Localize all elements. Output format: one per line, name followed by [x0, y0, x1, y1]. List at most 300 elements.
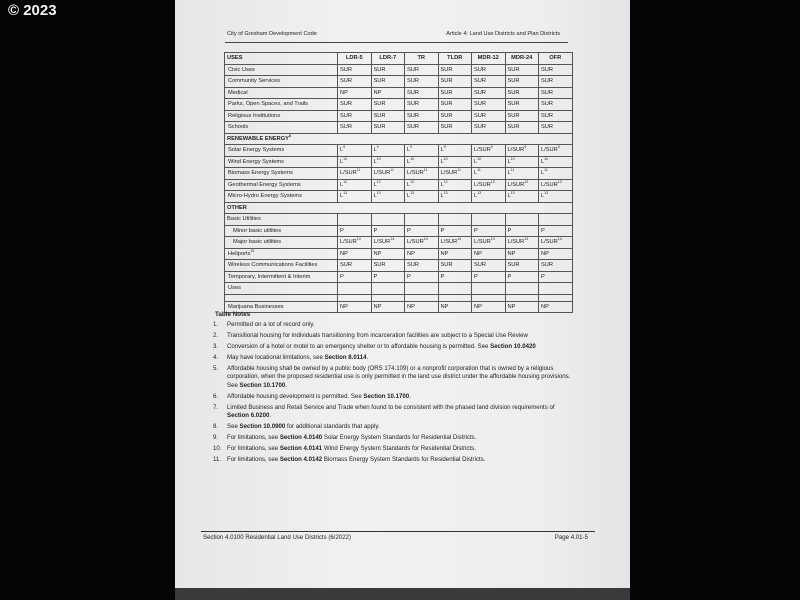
table-cell: SUR — [405, 122, 439, 134]
table-cell — [539, 156, 573, 168]
cell-value: L/SUR — [373, 239, 391, 246]
table-cell: SUR — [539, 87, 573, 99]
footnote-ref: 15 — [250, 248, 255, 253]
cell-value: L — [373, 158, 377, 165]
table-cell: SUR — [371, 122, 405, 134]
cell-value: L — [440, 147, 444, 154]
table-row — [225, 168, 573, 180]
table-cell: P — [438, 271, 472, 283]
header-right: Article 4: Land Use Districts and Plan Districts — [446, 31, 560, 37]
use-label-text: Civic Uses — [228, 66, 255, 73]
footnote-ref: 13 — [510, 191, 515, 196]
table-cell: SUR — [472, 64, 506, 76]
section-label-text: OTHER — [227, 204, 247, 211]
footnote-ref: 9 — [490, 145, 493, 150]
footnote-ref: 13 — [410, 191, 415, 196]
footer-right: Page 4.01-5 — [554, 534, 588, 541]
cell-value: L — [407, 147, 411, 154]
table-row — [225, 87, 573, 99]
table-notes-list — [213, 321, 573, 467]
use-label — [225, 283, 338, 295]
table-cell — [371, 214, 405, 226]
note-number: 8. — [213, 423, 219, 431]
use-label-text: Biomass Energy Systems — [228, 170, 293, 177]
note-text: . — [285, 381, 287, 389]
note-section-ref: Section 10.1700 — [363, 392, 410, 400]
table-note — [213, 423, 573, 431]
table-cell — [438, 214, 472, 226]
table-cell: SUR — [338, 99, 372, 111]
use-label — [225, 122, 338, 134]
use-label — [225, 248, 338, 260]
table-cell: SUR — [405, 110, 439, 122]
footnote-ref: 14 — [524, 237, 529, 242]
land-use-table — [224, 52, 573, 313]
cell-value: L — [407, 181, 411, 188]
table-cell: SUR — [472, 87, 506, 99]
table-cell: NP — [338, 301, 372, 313]
note-number: 9. — [213, 434, 219, 442]
table-cell — [472, 283, 506, 295]
table-cell — [338, 191, 372, 203]
note-text: May have locational limitations, see — [227, 354, 325, 361]
table-cell: SUR — [438, 64, 472, 76]
footnote-ref: 13 — [343, 191, 348, 196]
column-header-ldr-5: LDR-5 — [338, 53, 372, 65]
footnote-ref: 14 — [423, 237, 428, 242]
table-note — [213, 445, 573, 453]
table-cell — [505, 179, 539, 191]
use-label-text: Micro-Hydro Energy Systems — [228, 193, 302, 200]
table-cell: SUR — [438, 260, 472, 272]
table-cell: SUR — [472, 76, 506, 88]
table-cell: SUR — [405, 260, 439, 272]
table-cell: SUR — [371, 110, 405, 122]
use-label — [225, 179, 338, 191]
table-cell — [539, 283, 573, 295]
use-label-text: Minor basic utilities — [233, 227, 282, 234]
cell-value: L/SUR — [474, 181, 491, 188]
table-cell: NP — [438, 301, 472, 313]
use-label — [225, 145, 338, 157]
table-cell — [405, 145, 439, 157]
table-cell: SUR — [505, 87, 539, 99]
table-cell — [472, 214, 506, 226]
table-cell: NP — [472, 301, 506, 313]
table-note — [213, 434, 573, 442]
table-row — [225, 156, 573, 168]
use-label — [225, 76, 338, 88]
use-label-text: Temporary, Intermittent & Interim — [228, 273, 311, 280]
photo-background-right — [628, 0, 800, 600]
cell-value: L/SUR — [541, 147, 558, 154]
use-label-text: Heliports — [228, 250, 251, 257]
cell-value: L — [373, 181, 377, 188]
footnote-ref: 9 — [557, 145, 560, 150]
note-text: Permitted on a lot of record only. — [227, 321, 315, 328]
footnote-ref: 12 — [524, 179, 529, 184]
footnote-ref: 10 — [343, 156, 348, 161]
table-cell: NP — [371, 301, 405, 313]
table-cell: SUR — [539, 110, 573, 122]
table-cell: P — [472, 225, 506, 237]
footnote-ref: 13 — [376, 191, 381, 196]
note-text: . — [409, 392, 411, 400]
cell-value: L/SUR — [440, 170, 458, 177]
cell-value: L/SUR — [340, 170, 357, 177]
table-cell — [438, 237, 472, 249]
use-label — [225, 191, 338, 203]
table-note — [213, 343, 573, 351]
footnote-ref: 10 — [477, 156, 482, 161]
use-label-text: Schools — [228, 124, 249, 131]
table-cell: SUR — [472, 260, 506, 272]
cell-value: L/SUR — [407, 239, 424, 246]
table-cell — [539, 168, 573, 180]
table-cell — [505, 156, 539, 168]
column-header-tldr: TLDR — [438, 53, 472, 65]
table-cell — [505, 168, 539, 180]
use-label — [225, 64, 338, 76]
section-row — [225, 133, 573, 145]
column-header-tr: TR — [405, 53, 439, 65]
table-cell: SUR — [338, 64, 372, 76]
table-cell — [505, 237, 539, 249]
cell-value: L — [440, 158, 444, 165]
table-cell: P — [505, 225, 539, 237]
table-cell — [539, 214, 573, 226]
footnote-ref: 12 — [343, 179, 348, 184]
table-cell: NP — [371, 248, 405, 260]
note-section-ref: Section 6.0200 — [227, 412, 270, 420]
footnote-ref: 14 — [356, 237, 361, 242]
footnote-ref: 10 — [443, 156, 448, 161]
table-cell — [438, 179, 472, 191]
use-label — [225, 225, 338, 237]
footnote-ref: 12 — [443, 179, 448, 184]
table-cell — [472, 168, 506, 180]
cell-value: L — [440, 193, 444, 200]
cell-value: L/SUR — [541, 239, 558, 246]
table-cell: NP — [438, 248, 472, 260]
table-row — [225, 301, 573, 313]
footnote-ref: 11 — [457, 168, 461, 173]
cell-value: L/SUR — [440, 239, 458, 246]
footnote-ref: 11 — [423, 168, 428, 173]
note-section-ref: Section 10.0420 — [490, 343, 536, 350]
table-cell — [405, 283, 439, 295]
table-cell — [338, 156, 372, 168]
note-text: Wind Energy System Standards for Residential Districts. — [322, 445, 476, 453]
note-text: . — [269, 412, 272, 420]
table-cell — [405, 156, 439, 168]
note-text: Limited Business and Retail Service and Trade when found to be consistent with the phased land division requirements of — [227, 403, 555, 411]
note-number: 7. — [213, 403, 219, 411]
table-cell — [405, 214, 439, 226]
table-cell: SUR — [505, 110, 539, 122]
footnote-ref: 9 — [443, 145, 446, 150]
table-cell: SUR — [505, 76, 539, 88]
table-cell: NP — [539, 301, 573, 313]
table-cell: SUR — [539, 122, 573, 134]
footnote-ref: 9 — [524, 145, 527, 150]
note-text: Transitional housing for individuals transitioning from incarceration facilities are subject to a Special Use Review — [227, 332, 528, 339]
table-cell — [338, 179, 372, 191]
table-cell: SUR — [539, 76, 573, 88]
table-note — [213, 365, 573, 390]
table-cell: P — [338, 271, 372, 283]
table-cell: SUR — [472, 110, 506, 122]
table-cell: SUR — [371, 99, 405, 111]
cell-value: L — [440, 181, 444, 188]
table-cell — [338, 145, 372, 157]
table-cell: NP — [338, 248, 372, 260]
spacer-cell — [438, 294, 472, 301]
cell-value: L — [407, 193, 411, 200]
use-label — [225, 156, 338, 168]
footnote-ref: 12 — [376, 179, 381, 184]
note-text: Affordable housing development is permitted. See — [227, 392, 364, 400]
table-row — [225, 191, 573, 203]
table-header-row — [225, 53, 573, 65]
table-cell — [371, 179, 405, 191]
footnote-ref: 11 — [510, 168, 515, 173]
note-text: For limitations, see — [227, 434, 280, 442]
use-label-text: Major basic utilities — [233, 239, 282, 246]
table-cell — [472, 156, 506, 168]
note-number: 3. — [213, 343, 219, 350]
table-cell — [472, 145, 506, 157]
table-cell — [505, 145, 539, 157]
table-cell: SUR — [505, 260, 539, 272]
table-row — [225, 110, 573, 122]
use-label — [225, 260, 338, 272]
table-cell — [405, 237, 439, 249]
spacer-cell — [371, 294, 405, 301]
cell-value: L — [340, 147, 344, 154]
table-cell: SUR — [472, 99, 506, 111]
table-cell — [438, 168, 472, 180]
table-cell: SUR — [539, 64, 573, 76]
table-note — [213, 393, 573, 401]
column-header-mdr-12: MDR-12 — [472, 53, 506, 65]
footnote-ref: 8 — [288, 133, 291, 138]
use-label-text: Basic Utilities — [227, 216, 261, 223]
section-label — [225, 133, 573, 145]
table-cell: SUR — [472, 122, 506, 134]
table-cell — [338, 237, 372, 249]
table-cell: NP — [405, 248, 439, 260]
table-cell — [438, 145, 472, 157]
footnote-ref: 14 — [490, 237, 495, 242]
cell-value: L — [340, 181, 344, 188]
cell-value: L — [474, 193, 478, 200]
column-header-mdr-24: MDR-24 — [505, 53, 539, 65]
table-cell — [505, 214, 539, 226]
footnote-ref: 12 — [410, 179, 415, 184]
table-note — [213, 332, 573, 340]
cell-value: L/SUR — [474, 239, 491, 246]
table-row — [225, 179, 573, 191]
table-cell: P — [405, 225, 439, 237]
note-number: 5. — [213, 365, 219, 372]
table-cell: SUR — [338, 110, 372, 122]
note-number: 10. — [213, 445, 222, 453]
table-cell — [539, 237, 573, 249]
table-row — [225, 248, 573, 260]
spacer-cell — [225, 294, 338, 301]
table-row — [225, 260, 573, 272]
note-number: 2. — [213, 332, 219, 339]
note-section-ref: Section 4.0140 — [279, 434, 323, 442]
table-cell: SUR — [338, 260, 372, 272]
footnote-ref: 12 — [557, 179, 562, 184]
note-number: 1. — [213, 321, 219, 328]
note-text: Affordable housing shall be owned by a public body (ORS 174.109) or a nonprofit corporation that is owned by a religious corporation, when the proposed residential use is only permitted in the land use district under the affordable housing provisions. See — [227, 365, 571, 389]
cell-value: L — [507, 170, 511, 177]
footnote-ref: 9 — [376, 145, 379, 150]
table-cell: SUR — [371, 260, 405, 272]
cell-value: L — [407, 158, 411, 165]
cell-value: L — [541, 193, 545, 200]
table-row — [225, 99, 573, 111]
cell-value: L/SUR — [507, 239, 525, 246]
table-cell: NP — [472, 248, 506, 260]
section-label — [225, 202, 573, 214]
cell-value: L — [340, 158, 344, 165]
table-cell — [338, 214, 372, 226]
cell-value: L/SUR — [373, 170, 391, 177]
spacer-cell — [505, 294, 539, 301]
table-cell: P — [505, 271, 539, 283]
table-cell: SUR — [405, 87, 439, 99]
note-text: Conversion of a hotel or motel to an emergency shelter or to affordable housing is permitted. See — [227, 343, 491, 350]
footnote-ref: 13 — [544, 191, 549, 196]
table-cell — [505, 283, 539, 295]
spacer-cell — [472, 294, 506, 301]
table-cell: SUR — [438, 87, 472, 99]
column-header-ldr-7: LDR-7 — [371, 53, 405, 65]
footnote-ref: 10 — [510, 156, 515, 161]
table-row — [225, 237, 573, 249]
cell-value: L/SUR — [507, 147, 525, 154]
table-cell — [505, 191, 539, 203]
table-cell — [539, 145, 573, 157]
header-rule — [225, 42, 568, 43]
footnote-ref: 9 — [410, 145, 413, 150]
footnote-ref: 10 — [410, 156, 415, 161]
column-header-uses: USES — [225, 53, 338, 65]
use-label-text: Religious Institutions — [228, 112, 281, 119]
cell-value: L — [474, 158, 478, 165]
use-label-text: Community Services — [228, 78, 281, 85]
spacer-cell — [405, 294, 439, 301]
table-cell: SUR — [438, 99, 472, 111]
table-row — [225, 122, 573, 134]
footnote-ref: 11 — [477, 168, 481, 173]
table-notes-title: Table Notes — [215, 311, 251, 318]
note-section-ref: Section 4.0141 — [279, 445, 323, 453]
use-label-text: Marijuana Businesses — [228, 303, 284, 310]
table-cell: P — [539, 271, 573, 283]
table-note — [213, 404, 573, 421]
table-cell — [371, 283, 405, 295]
note-text: For limitations, see — [227, 445, 280, 453]
use-label — [225, 237, 338, 249]
cell-value: L — [507, 158, 511, 165]
header-left: City of Gresham Development Code — [227, 31, 317, 37]
footnote-ref: 11 — [390, 168, 394, 173]
table-cell — [338, 283, 372, 295]
table-cell — [438, 283, 472, 295]
footnote-ref: 14 — [557, 237, 562, 242]
table-cell — [472, 237, 506, 249]
table-cell — [405, 168, 439, 180]
table-cell: NP — [338, 87, 372, 99]
table-cell: SUR — [438, 122, 472, 134]
cell-value: L — [474, 170, 478, 177]
table-row — [225, 64, 573, 76]
footnote-ref: 14 — [457, 237, 462, 242]
table-cell: SUR — [438, 76, 472, 88]
use-label — [225, 168, 338, 180]
table-cell: SUR — [505, 99, 539, 111]
footnote-ref: 13 — [443, 191, 448, 196]
note-text: Biomass Energy System Standards for Residential Districts. — [322, 456, 486, 464]
cell-value: L — [373, 193, 377, 200]
table-row — [225, 145, 573, 157]
photo-background-bottom — [175, 588, 630, 600]
use-label — [225, 214, 338, 226]
note-number: 6. — [213, 392, 219, 400]
table-cell — [438, 156, 472, 168]
note-text: . — [366, 354, 369, 361]
table-cell — [338, 168, 372, 180]
footnote-ref: 9 — [343, 145, 346, 150]
table-row — [225, 271, 573, 283]
table-cell — [371, 191, 405, 203]
note-text: See — [227, 423, 240, 431]
footer-left: Section 4.0100 Residential Land Use Districts (6/2022) — [203, 534, 352, 541]
table-cell: P — [472, 271, 506, 283]
table-cell: P — [371, 271, 405, 283]
note-section-ref: Section 10.1700 — [239, 381, 286, 389]
cell-value: L — [541, 158, 545, 165]
use-label — [225, 110, 338, 122]
table-cell: SUR — [405, 99, 439, 111]
use-label-text: Medical — [228, 89, 248, 96]
table-cell: P — [405, 271, 439, 283]
spacer-cell — [539, 294, 573, 301]
footnote-ref: 13 — [477, 191, 482, 196]
table-cell — [371, 145, 405, 157]
use-label — [225, 87, 338, 99]
use-label — [225, 271, 338, 283]
spacer-cell — [338, 294, 372, 301]
table-cell — [472, 191, 506, 203]
table-cell: NP — [371, 87, 405, 99]
table-cell: SUR — [405, 76, 439, 88]
note-text: Solar Energy System Standards for Residential Districts. — [322, 434, 477, 442]
table-cell: NP — [505, 248, 539, 260]
table-cell: SUR — [505, 122, 539, 134]
table-cell: SUR — [338, 76, 372, 88]
table-cell: SUR — [539, 260, 573, 272]
table-cell: SUR — [371, 64, 405, 76]
table-cell — [371, 156, 405, 168]
table-row — [225, 76, 573, 88]
note-section-ref: Section 10.0900 — [239, 423, 286, 431]
